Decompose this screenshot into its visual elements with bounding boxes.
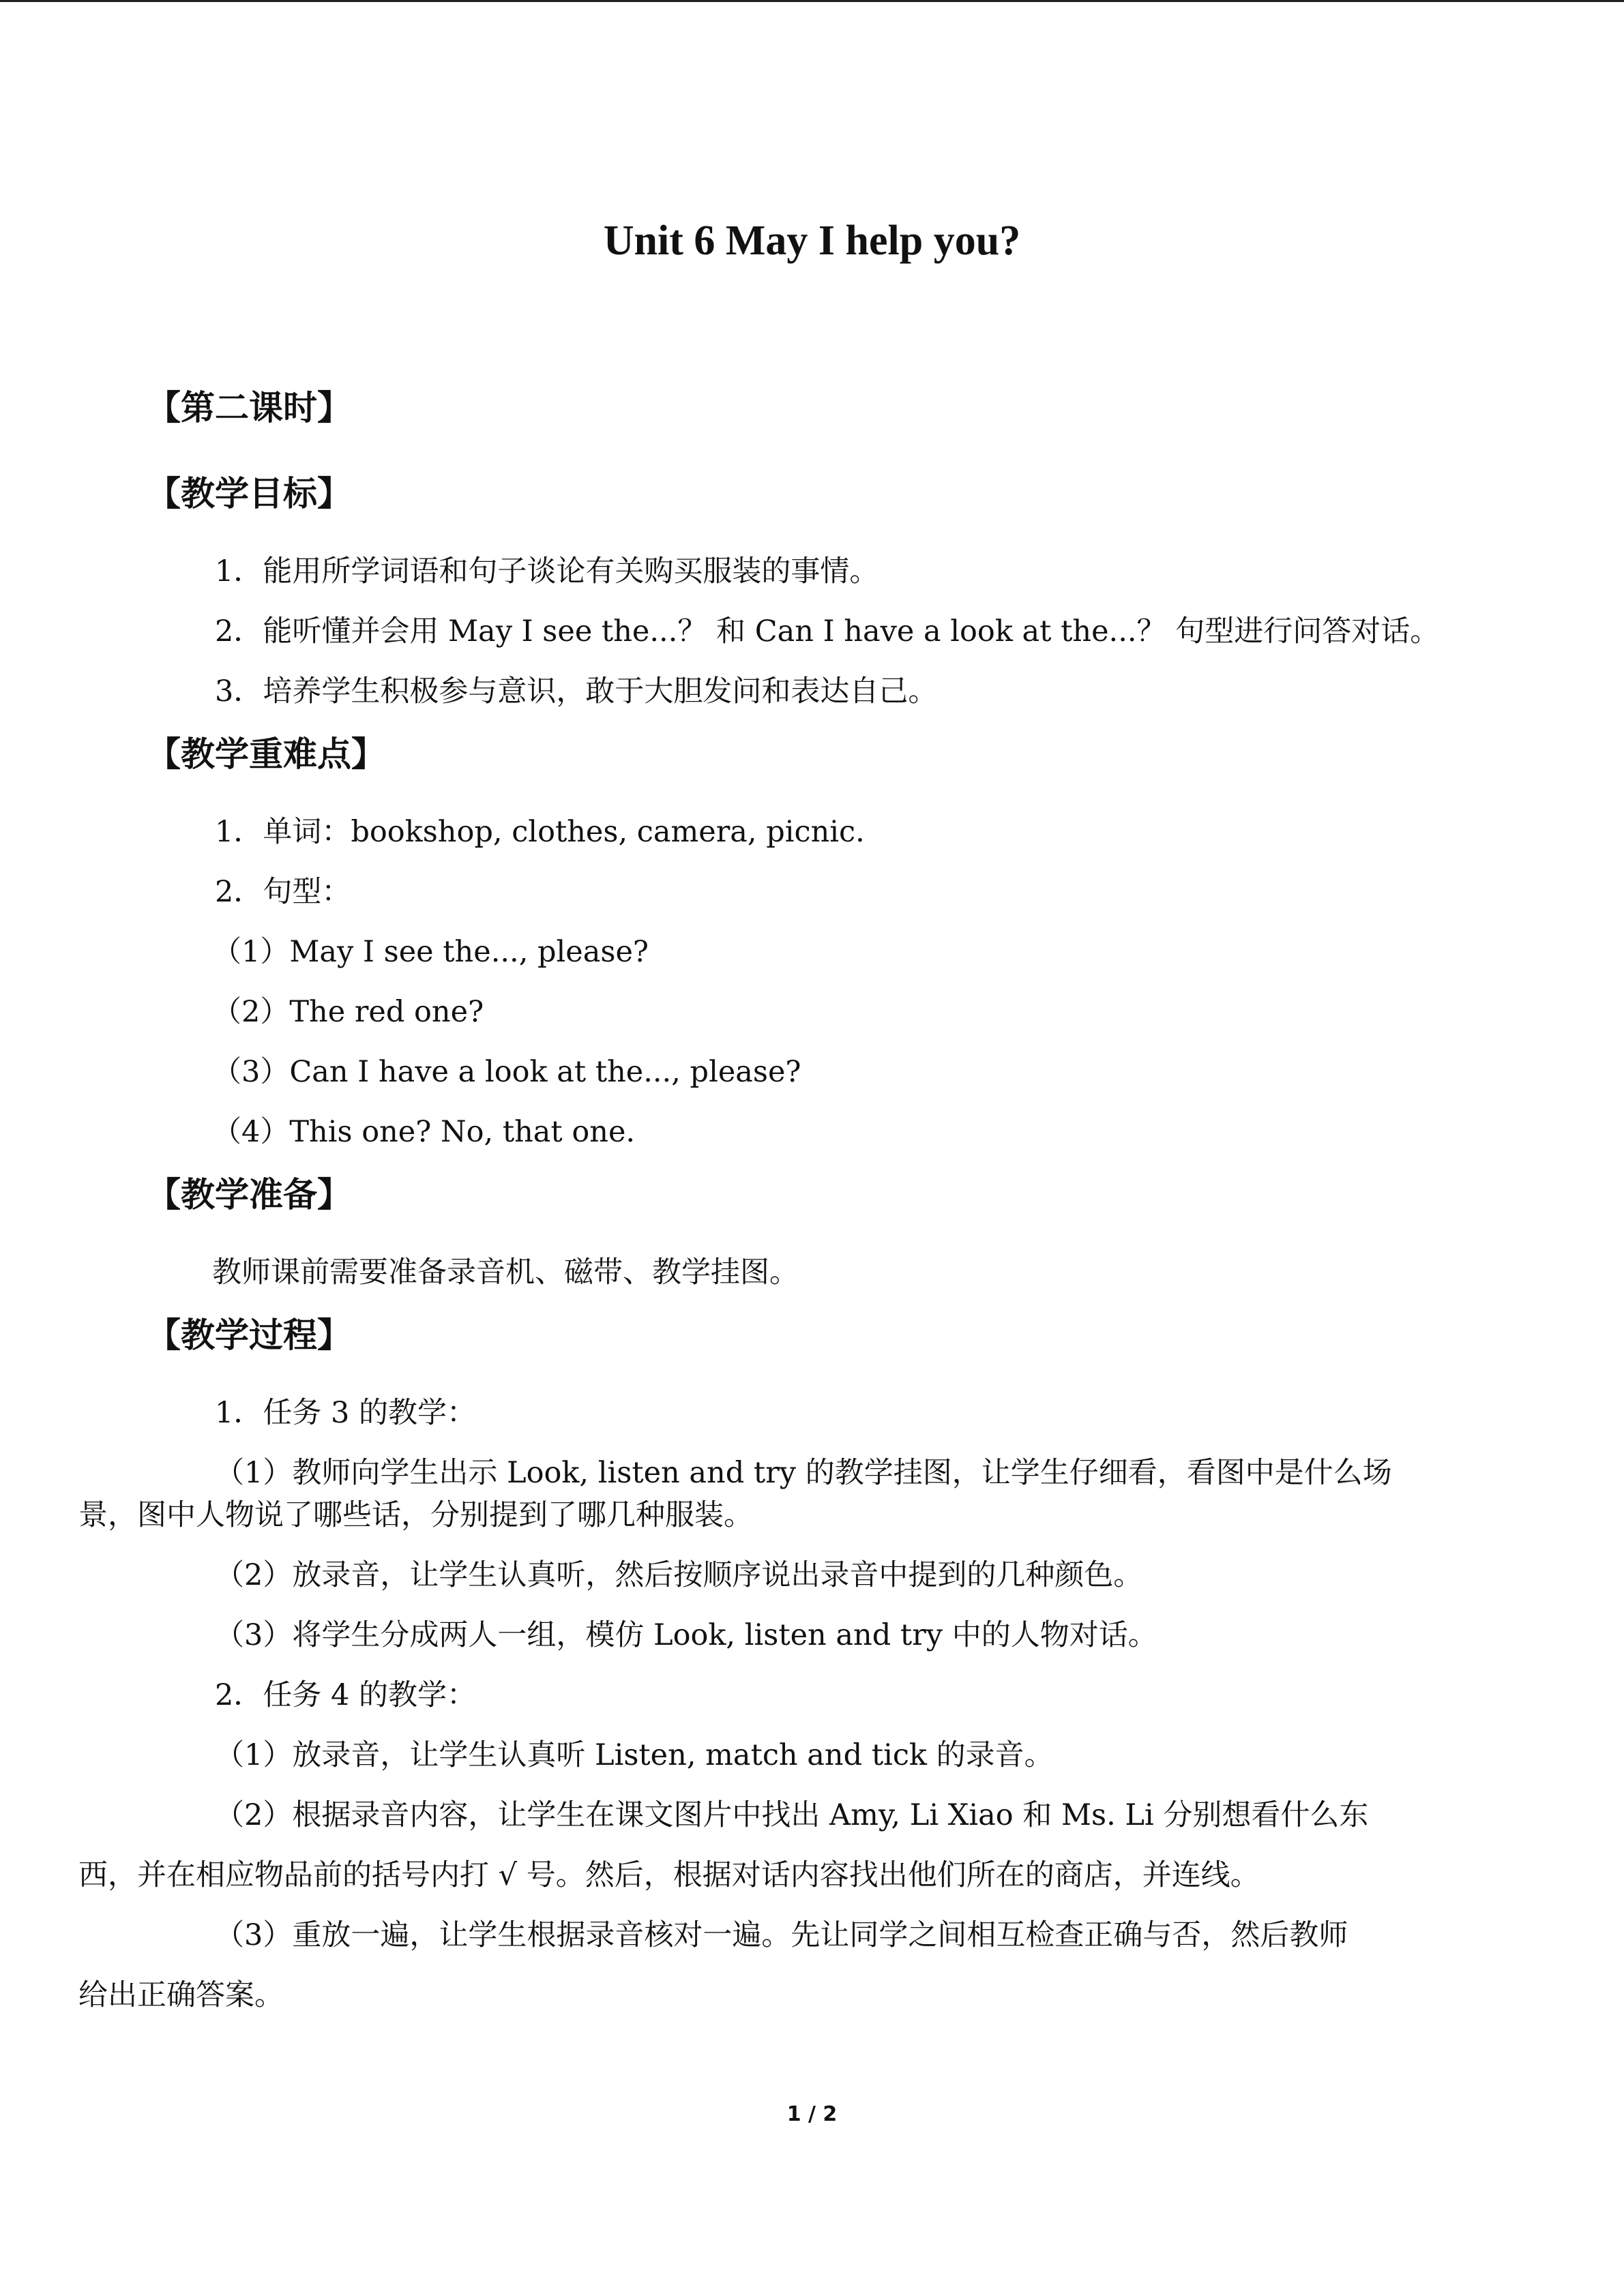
objective-item: 1．能用所学词语和句子谈论有关购买服装的事情。: [215, 554, 879, 588]
sentence-pattern: （1）May I see the..., please?: [212, 935, 649, 969]
document-body: [78, 384, 1477, 2034]
heading-key-points: 【教学重难点】: [147, 734, 385, 774]
step-line: 景，图中人物说了哪些话，分别提到了哪几种服装。: [78, 1498, 753, 1532]
heading-preparation: 【教学准备】: [147, 1175, 351, 1214]
step-line: （2）放录音，让学生认真听，然后按顺序说出录音中提到的几种颜色。: [215, 1558, 1143, 1592]
task3-step: [147, 1614, 1477, 1656]
task4-step: [147, 1734, 1477, 1776]
task3-step: [78, 1452, 1477, 1536]
step-line: 给出正确答案。: [78, 1978, 284, 2012]
sentence-pattern: （2）The red one?: [212, 995, 484, 1029]
task4-step: [78, 1794, 1477, 1896]
key-point-item: 2．句型：: [215, 875, 351, 909]
task3-title: 1．任务 3 的教学：: [215, 1396, 477, 1430]
preparation-text: 教师课前需要准备录音机、磁带、教学挂图。: [212, 1255, 799, 1289]
document-title: Unit 6 May I help you?: [603, 218, 1021, 264]
objective-item: 3．培养学生积极参与意识，敢于大胆发问和表达自己。: [215, 674, 938, 709]
key-point-item: 1．单词：bookshop, clothes, camera, picnic.: [215, 815, 865, 849]
objective-item: 2．能听懂并会用 May I see the...？ 和 Can I have a look at the...？ 句型进行问答对话。: [215, 614, 1440, 648]
step-line: （2）根据录音内容，让学生在课文图片中找出 Amy, Li Xiao 和 Ms. Li 分别想看什么东: [215, 1798, 1369, 1832]
step-line: （1）放录音，让学生认真听 Listen, match and tick 的录音。: [215, 1738, 1054, 1772]
page-number: 1 / 2: [786, 2102, 838, 2126]
task3-step: [147, 1554, 1477, 1596]
step-line: 西，并在相应物品前的括号内打 √ 号。然后，根据对话内容找出他们所在的商店，并连线。: [78, 1858, 1260, 1892]
step-line: （3）重放一遍，让学生根据录音核对一遍。先让同学之间相互检查正确与否，然后教师: [215, 1918, 1348, 1952]
sentence-pattern: （4）This one? No, that one.: [212, 1115, 636, 1149]
sentence-pattern: （3）Can I have a look at the..., please?: [212, 1055, 801, 1089]
task4-title: 2．任务 4 的教学：: [215, 1678, 477, 1712]
heading-objectives: 【教学目标】: [147, 474, 351, 513]
step-line: （3）将学生分成两人一组，模仿 Look, listen and try 中的人物对话。: [215, 1618, 1157, 1652]
step-line: （1）教师向学生出示 Look, listen and try 的教学挂图，让学生仔细看，看图中是什么场: [215, 1456, 1392, 1490]
heading-lesson: 【第二课时】: [147, 388, 351, 428]
task4-step: [78, 1914, 1477, 2016]
heading-process: 【教学过程】: [147, 1315, 351, 1355]
